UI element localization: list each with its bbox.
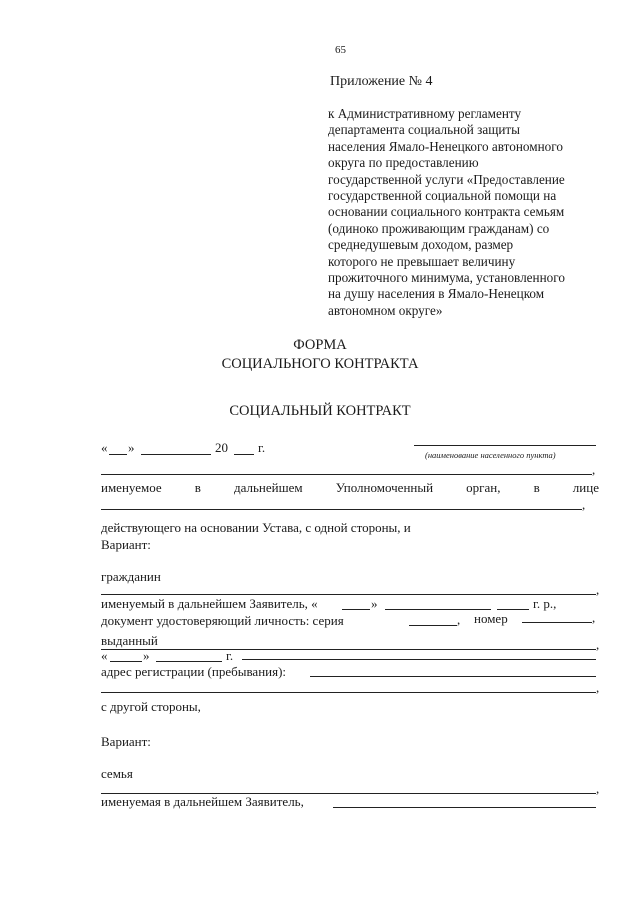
date-year-suffix: г. (258, 440, 266, 455)
id-number-label: номер (474, 611, 508, 626)
appendix-title: Приложение № 4 (330, 74, 433, 89)
comma: , (596, 781, 600, 796)
page-number: 65 (335, 44, 346, 56)
reference-line: на душу населения в Ямало-Ненецком (328, 286, 545, 302)
birth-quote-close: » (371, 596, 378, 611)
comma: , (582, 497, 586, 512)
date-month-field[interactable] (141, 454, 211, 455)
family-applicant-text: именуемая в дальнейшем Заявитель, (101, 794, 304, 809)
issued-day-field[interactable] (110, 661, 142, 662)
authority-word: лице (572, 480, 599, 495)
date-day-field[interactable] (109, 454, 127, 455)
comma: , (596, 582, 600, 597)
comma: , (592, 610, 596, 625)
form-subtitle: СОЦИАЛЬНОГО КОНТРАКТА (221, 356, 419, 372)
id-document-label: документ удостоверяющий личность: серия (101, 613, 344, 628)
acting-basis: действующего на основании Устава, с одной стороны, и (101, 520, 411, 535)
address-field-line-2[interactable] (101, 692, 596, 693)
issued-date-suffix: г. (226, 648, 234, 663)
address-field[interactable] (310, 676, 596, 677)
reference-line: автономном округе» (328, 302, 443, 318)
authority-word: орган, (466, 480, 501, 495)
reference-line: прожиточного минимума, установленного (328, 269, 565, 285)
issued-extra-field[interactable] (242, 659, 596, 660)
form-title: ФОРМА (293, 337, 347, 353)
date-year-field[interactable] (234, 454, 254, 455)
issued-date-quote-close: » (143, 648, 150, 663)
variant-label: Вариант: (101, 537, 151, 552)
comma: , (596, 680, 600, 695)
birth-month-field[interactable] (385, 609, 491, 610)
authority-word: в (194, 480, 201, 495)
reference-line: которого не превышает величину (328, 253, 516, 269)
birth-year-field[interactable] (497, 609, 529, 610)
authority-word: в (533, 480, 540, 495)
reference-line: департамента социальной защиты (328, 122, 521, 138)
issued-by-field[interactable] (101, 649, 596, 650)
variant-label: Вариант: (101, 734, 151, 749)
authority-word: именуемое (101, 480, 162, 495)
authority-phrase (101, 480, 599, 496)
comma: , (592, 462, 596, 477)
issued-label: выданный (101, 633, 158, 648)
citizen-label: гражданин (101, 569, 161, 584)
reference-line: (одиноко проживающим гражданам) со (328, 220, 550, 236)
id-number-field[interactable] (522, 622, 592, 623)
authority-word: дальнейшем (234, 480, 303, 495)
reference-line: государственной услуги «Предоставление (328, 171, 565, 187)
reference-line: государственной социальной помощи на (328, 187, 557, 203)
reference-line: среднедушевым доходом, размер (328, 237, 514, 253)
settlement-caption: (наименование населенного пункта) (425, 450, 556, 460)
date-quote-close: » (128, 440, 135, 455)
authority-word: Уполномоченный (335, 480, 434, 495)
contract-title: СОЦИАЛЬНЫЙ КОНТРАКТ (229, 403, 411, 419)
reference-line: основании социального контракта семьям (328, 204, 565, 220)
id-series-field[interactable] (409, 625, 457, 626)
birth-day-field[interactable] (342, 609, 370, 610)
other-side-text: с другой стороны, (101, 699, 201, 714)
authority-name-field[interactable] (101, 474, 592, 475)
appendix-reference (328, 106, 565, 319)
citizen-name-field[interactable] (101, 594, 596, 595)
family-applicant-field[interactable] (333, 807, 596, 808)
date-year-prefix: 20 (215, 440, 228, 455)
comma: , (596, 637, 600, 652)
reference-line: округа по предоставлению (328, 155, 479, 171)
family-label: семья (101, 766, 133, 781)
issued-date-quote-open: « (101, 648, 108, 663)
birth-suffix: г. р., (533, 596, 557, 611)
reference-line: к Административному регламенту (328, 106, 522, 121)
representative-field[interactable] (101, 509, 582, 510)
issued-month-field[interactable] (156, 661, 222, 662)
settlement-field[interactable] (414, 445, 596, 446)
comma: , (457, 612, 461, 627)
applicant-intro: именуемый в дальнейшем Заявитель, « (101, 596, 318, 611)
reference-line: населения Ямало-Ненецкого автономного (328, 138, 563, 154)
address-label: адрес регистрации (пребывания): (101, 664, 287, 679)
date-quote-open: « (101, 440, 108, 455)
